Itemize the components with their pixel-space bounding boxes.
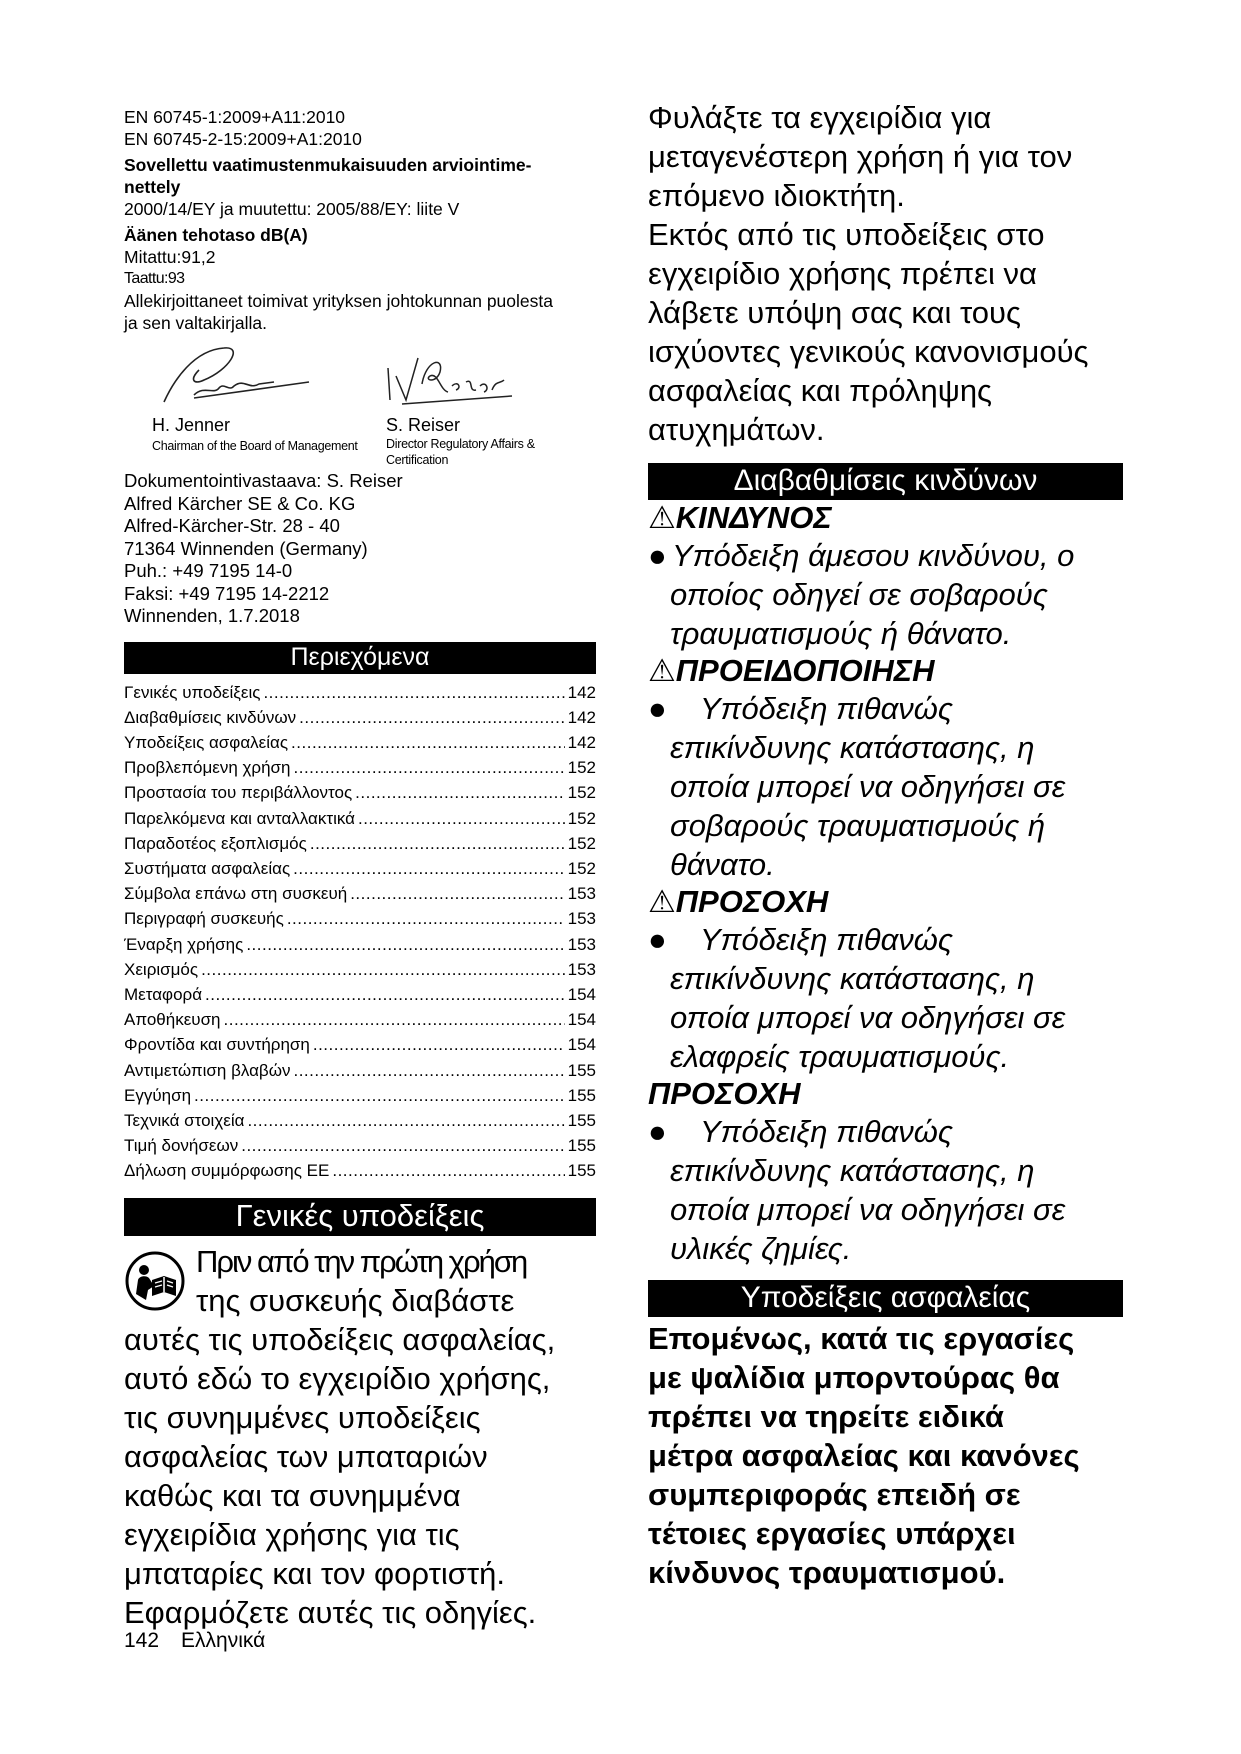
toc-dots <box>294 755 565 780</box>
toc-dots <box>287 906 565 931</box>
toc-dots <box>299 705 564 730</box>
toc-title: Δήλωση συμμόρφωσης ΕΕ <box>124 1161 330 1181</box>
reiser-signature <box>382 350 522 410</box>
right-column <box>648 98 1123 1592</box>
caution-property-title: ΠΡΟΣΟΧΗ <box>648 1076 801 1111</box>
intro-line: ασφαλείας και πρόληψης <box>648 373 992 408</box>
standard-2: EN 60745-2-15:2009+A1:2010 <box>124 129 362 149</box>
intro-line: λάβετε υπόψη σας και τους <box>648 295 1021 330</box>
toc-title: Τεχνικά στοιχεία <box>124 1110 245 1130</box>
toc-page: 154 <box>567 984 596 1004</box>
signatory-1-role: Chairman of the Board of Management <box>152 439 358 453</box>
procedure-heading-line-2: nettely <box>124 177 181 197</box>
signatory-2-name: S. Reiser <box>386 415 461 435</box>
general-line: καθώς και τα συνημμένα <box>124 1477 461 1513</box>
read-manual-icon <box>124 1250 186 1312</box>
toc-dots <box>293 856 564 881</box>
contents-heading: Περιεχόμενα <box>124 642 596 674</box>
hazard-line: επικίνδυνης κατάστασης, η <box>670 730 1035 765</box>
toc-page: 155 <box>567 1060 596 1080</box>
toc-row[interactable] <box>124 831 596 856</box>
measured-value: Mitattu:91,2 <box>124 247 216 267</box>
procedure-heading <box>124 154 596 198</box>
intro-line: ισχύοντες γενικούς κανονισμούς <box>648 334 1089 369</box>
toc-title: Παραδοτέος εξοπλισμός <box>124 833 307 853</box>
hazard-levels <box>648 500 1123 1268</box>
general-line: τις συνημμένες υποδείξεις <box>124 1399 481 1435</box>
general-line: της συσκευής διαβάστε <box>196 1282 515 1318</box>
danger-description <box>648 536 1123 653</box>
toc-title: Σύμβολα επάνω στη συσκευή <box>124 884 348 904</box>
contact-line: Faksi: +49 7195 14-2212 <box>124 582 330 604</box>
toc-title: Αντιμετώπιση βλαβών <box>124 1060 291 1080</box>
toc-dots <box>205 982 565 1007</box>
page-footer <box>124 1628 287 1654</box>
hazard-heading: Διαβαθμίσεις κινδύνων <box>648 463 1123 500</box>
toc-page: 142 <box>567 732 596 752</box>
safety-line: συμπεριφοράς επειδή σε <box>648 1477 1021 1512</box>
general-notes <box>124 1242 596 1632</box>
contact-line: Puh.: +49 7195 14-0 <box>124 560 293 581</box>
toc-title: Παρελκόμενα και ανταλλακτικά <box>124 808 355 828</box>
jenner-signature <box>134 340 314 412</box>
general-line: εγχειρίδια χρήσης για τις <box>124 1516 460 1552</box>
toc-title: Γενικές υποδείξεις <box>124 682 261 702</box>
warning-description <box>648 689 1123 884</box>
procedure-heading-line-1: Sovellettu vaatimustenmukaisuuden arviointime- <box>124 155 532 175</box>
bullet-icon: ● <box>648 538 667 573</box>
toc-page: 152 <box>567 833 596 853</box>
hazard-line: Υπόδειξη πιθανώς <box>700 922 953 957</box>
toc-page: 152 <box>567 783 596 803</box>
procedure-text: 2000/14/EY ja muutettu: 2005/88/EY: liite V <box>124 199 460 219</box>
toc-row[interactable] <box>124 806 596 831</box>
signatory-2-role: Director Regulatory Affairs & Certification <box>386 437 535 467</box>
toc-dots <box>310 831 565 856</box>
toc-row[interactable] <box>124 856 596 881</box>
contact-line: Winnenden, 1.7.2018 <box>124 605 300 626</box>
intro-line: μεταγενέστερη χρήση ή για τον <box>648 139 1073 174</box>
left-column <box>124 106 596 1632</box>
toc-dots <box>246 932 564 957</box>
toc-dots <box>194 1083 565 1108</box>
toc-title: Μεταφορά <box>124 984 203 1004</box>
toc-title: Αποθήκευση <box>124 1010 221 1030</box>
intro-line: Φυλάξτε τα εγχειρίδια για <box>648 100 992 135</box>
toc-row[interactable] <box>124 932 596 957</box>
safety-line: με ψαλίδια μπορντούρας θα <box>648 1360 1060 1395</box>
hazard-line: Υπόδειξη άμεσου κινδύνου, ο <box>672 538 1075 573</box>
toc-dots <box>263 680 564 705</box>
bullet-icon: ● <box>648 922 667 957</box>
toc-row[interactable] <box>124 780 596 805</box>
contact-block <box>124 470 596 628</box>
toc-page: 142 <box>567 682 596 702</box>
toc-page: 142 <box>567 707 596 727</box>
contact-line: 71364 Winnenden (Germany) <box>124 537 368 559</box>
hazard-line: σοβαρούς τραυματισμούς ή <box>670 808 1046 843</box>
warning-triangle-icon: ⚠ <box>648 653 676 688</box>
general-line: Πριν από την πρώτη χρήση <box>196 1243 527 1279</box>
toc-page: 155 <box>567 1161 596 1181</box>
safety-line: κίνδυνος τραυματισμού. <box>648 1555 1006 1590</box>
toc-row[interactable] <box>124 705 596 730</box>
sound-heading: Äänen tehotaso dB(A) <box>124 225 308 245</box>
intro-text <box>648 98 1123 449</box>
toc-dots <box>224 1007 565 1032</box>
toc-row[interactable] <box>124 982 596 1007</box>
toc-page: 153 <box>567 909 596 929</box>
general-line: Εφαρμόζετε αυτές τις οδηγίες. <box>124 1594 537 1630</box>
general-heading: Γενικές υποδείξεις <box>124 1198 596 1236</box>
bullet-icon: ● <box>648 1114 667 1149</box>
toc-page: 155 <box>567 1136 596 1156</box>
toc-dots <box>247 1108 564 1133</box>
toc-page: 153 <box>567 884 596 904</box>
toc-row[interactable] <box>124 730 596 755</box>
signature-block <box>124 340 596 480</box>
toc-dots <box>291 730 565 755</box>
guaranteed-value: Taattu:93 <box>124 270 185 287</box>
toc-page: 155 <box>567 1085 596 1105</box>
signatories-text-line-1: Allekirjoittaneet toimivat yrityksen johtokunnan puolesta <box>124 291 553 311</box>
danger-title: ⚠ΚΙΝΔΥΝΟΣ <box>648 500 832 535</box>
toc-page: 153 <box>567 934 596 954</box>
contact-line: Alfred Kärcher SE & Co. KG <box>124 492 356 514</box>
safety-line: μέτρα ασφαλείας και κανόνες <box>648 1438 1080 1473</box>
hazard-line: Υπόδειξη πιθανώς <box>700 1114 953 1149</box>
standard-1: EN 60745-1:2009+A11:2010 <box>124 107 346 127</box>
hazard-line: επικίνδυνης κατάστασης, η <box>670 1153 1035 1188</box>
toc-row[interactable] <box>124 1032 596 1057</box>
caution-title: ⚠ΠΡΟΣΟΧΗ <box>648 884 829 919</box>
language-label: Ελληνικά <box>181 1629 266 1652</box>
intro-line: Εκτός από τις υποδείξεις στο <box>648 217 1045 252</box>
hazard-line: οποία μπορεί να οδηγήσει σε <box>670 1192 1066 1227</box>
toc-row[interactable] <box>124 906 596 931</box>
toc-row[interactable] <box>124 1133 596 1158</box>
toc-dots <box>313 1032 565 1057</box>
contact-line: Alfred-Kärcher-Str. 28 - 40 <box>124 515 340 536</box>
toc-title: Έναρξη χρήσης <box>124 934 244 954</box>
hazard-line: τραυματισμούς ή θάνατο. <box>670 616 1012 651</box>
signatory-1-name: H. Jenner <box>152 415 231 435</box>
toc-page: 153 <box>567 959 596 979</box>
toc-dots <box>201 957 565 982</box>
hazard-line: οποία μπορεί να οδηγήσει σε <box>670 769 1066 804</box>
toc-title: Συστήματα ασφαλείας <box>124 858 291 878</box>
hazard-line: θάνατο. <box>670 847 775 882</box>
toc-row[interactable] <box>124 680 596 705</box>
toc-page: 154 <box>567 1035 596 1055</box>
toc-row[interactable] <box>124 1083 596 1108</box>
contact-line: Dokumentointivastaava: S. Reiser <box>124 470 403 491</box>
toc-page: 152 <box>567 808 596 828</box>
toc-row[interactable] <box>124 881 596 906</box>
intro-line: ατυχημάτων. <box>648 412 825 447</box>
toc-title: Εγγύηση <box>124 1085 192 1105</box>
table-of-contents <box>124 680 596 1184</box>
warning-title: ⚠ΠΡΟΕΙΔΟΠΟΙΗΣΗ <box>648 653 935 688</box>
toc-dots <box>350 881 564 906</box>
hazard-line: Υπόδειξη πιθανώς <box>700 691 953 726</box>
toc-page: 152 <box>567 858 596 878</box>
intro-line: εγχειρίδιο χρήσης πρέπει να <box>648 256 1037 291</box>
general-line: αυτό εδώ το εγχειρίδιο χρήσης, <box>124 1360 551 1396</box>
toc-title: Διαβαθμίσεις κινδύνων <box>124 707 297 727</box>
toc-row[interactable] <box>124 755 596 780</box>
toc-title: Περιγραφή συσκευής <box>124 909 284 929</box>
toc-dots <box>358 806 565 831</box>
toc-title: Προστασία του περιβάλλοντος <box>124 783 353 803</box>
toc-title: Χειρισμός <box>124 959 199 979</box>
general-line: μπαταρίες και τον φορτιστή. <box>124 1555 505 1591</box>
safety-line: τέτοιες εργασίες υπάρχει <box>648 1516 1016 1551</box>
warning-triangle-icon: ⚠ <box>648 500 676 535</box>
toc-row[interactable] <box>124 1007 596 1032</box>
hazard-line: ελαφρείς τραυματισμούς. <box>670 1039 1010 1074</box>
hazard-line: υλικές ζημίες. <box>670 1231 852 1266</box>
intro-line: επόμενο ιδιοκτήτη. <box>648 178 905 213</box>
hazard-line: επικίνδυνης κατάστασης, η <box>670 961 1035 996</box>
toc-page: 154 <box>567 1010 596 1030</box>
toc-row[interactable] <box>124 1058 596 1083</box>
toc-dots <box>241 1133 564 1158</box>
toc-row[interactable] <box>124 957 596 982</box>
toc-page: 152 <box>567 758 596 778</box>
toc-dots <box>332 1158 564 1183</box>
safety-text <box>648 1319 1123 1592</box>
toc-title: Υποδείξεις ασφαλείας <box>124 732 289 752</box>
toc-title: Προβλεπόμενη χρήση <box>124 758 291 778</box>
caution-description <box>648 920 1123 1076</box>
toc-dots <box>355 780 564 805</box>
safety-line: Επομένως, κατά τις εργασίες <box>648 1321 1075 1356</box>
general-line: ασφαλείας των μπαταριών <box>124 1438 488 1474</box>
toc-row[interactable] <box>124 1108 596 1133</box>
toc-page: 155 <box>567 1110 596 1130</box>
bullet-icon: ● <box>648 691 667 726</box>
toc-title: Φροντίδα και συντήρηση <box>124 1035 310 1055</box>
toc-row[interactable] <box>124 1158 596 1183</box>
toc-dots <box>293 1058 564 1083</box>
signatories-text-line-2: ja sen valtakirjalla. <box>124 313 267 333</box>
general-line: αυτές τις υποδείξεις ασφαλείας, <box>124 1321 556 1357</box>
toc-title: Τιμή δονήσεων <box>124 1136 239 1156</box>
page-number: 142 <box>124 1629 160 1652</box>
hazard-line: οποία μπορεί να οδηγήσει σε <box>670 1000 1066 1035</box>
hazard-line: οποίος οδηγεί σε σοβαρούς <box>670 577 1048 612</box>
safety-heading: Υποδείξεις ασφαλείας <box>648 1280 1123 1317</box>
safety-line: πρέπει να τηρείτε ειδικά <box>648 1399 1004 1434</box>
warning-triangle-icon: ⚠ <box>648 884 676 919</box>
caution-property-description <box>648 1112 1123 1268</box>
